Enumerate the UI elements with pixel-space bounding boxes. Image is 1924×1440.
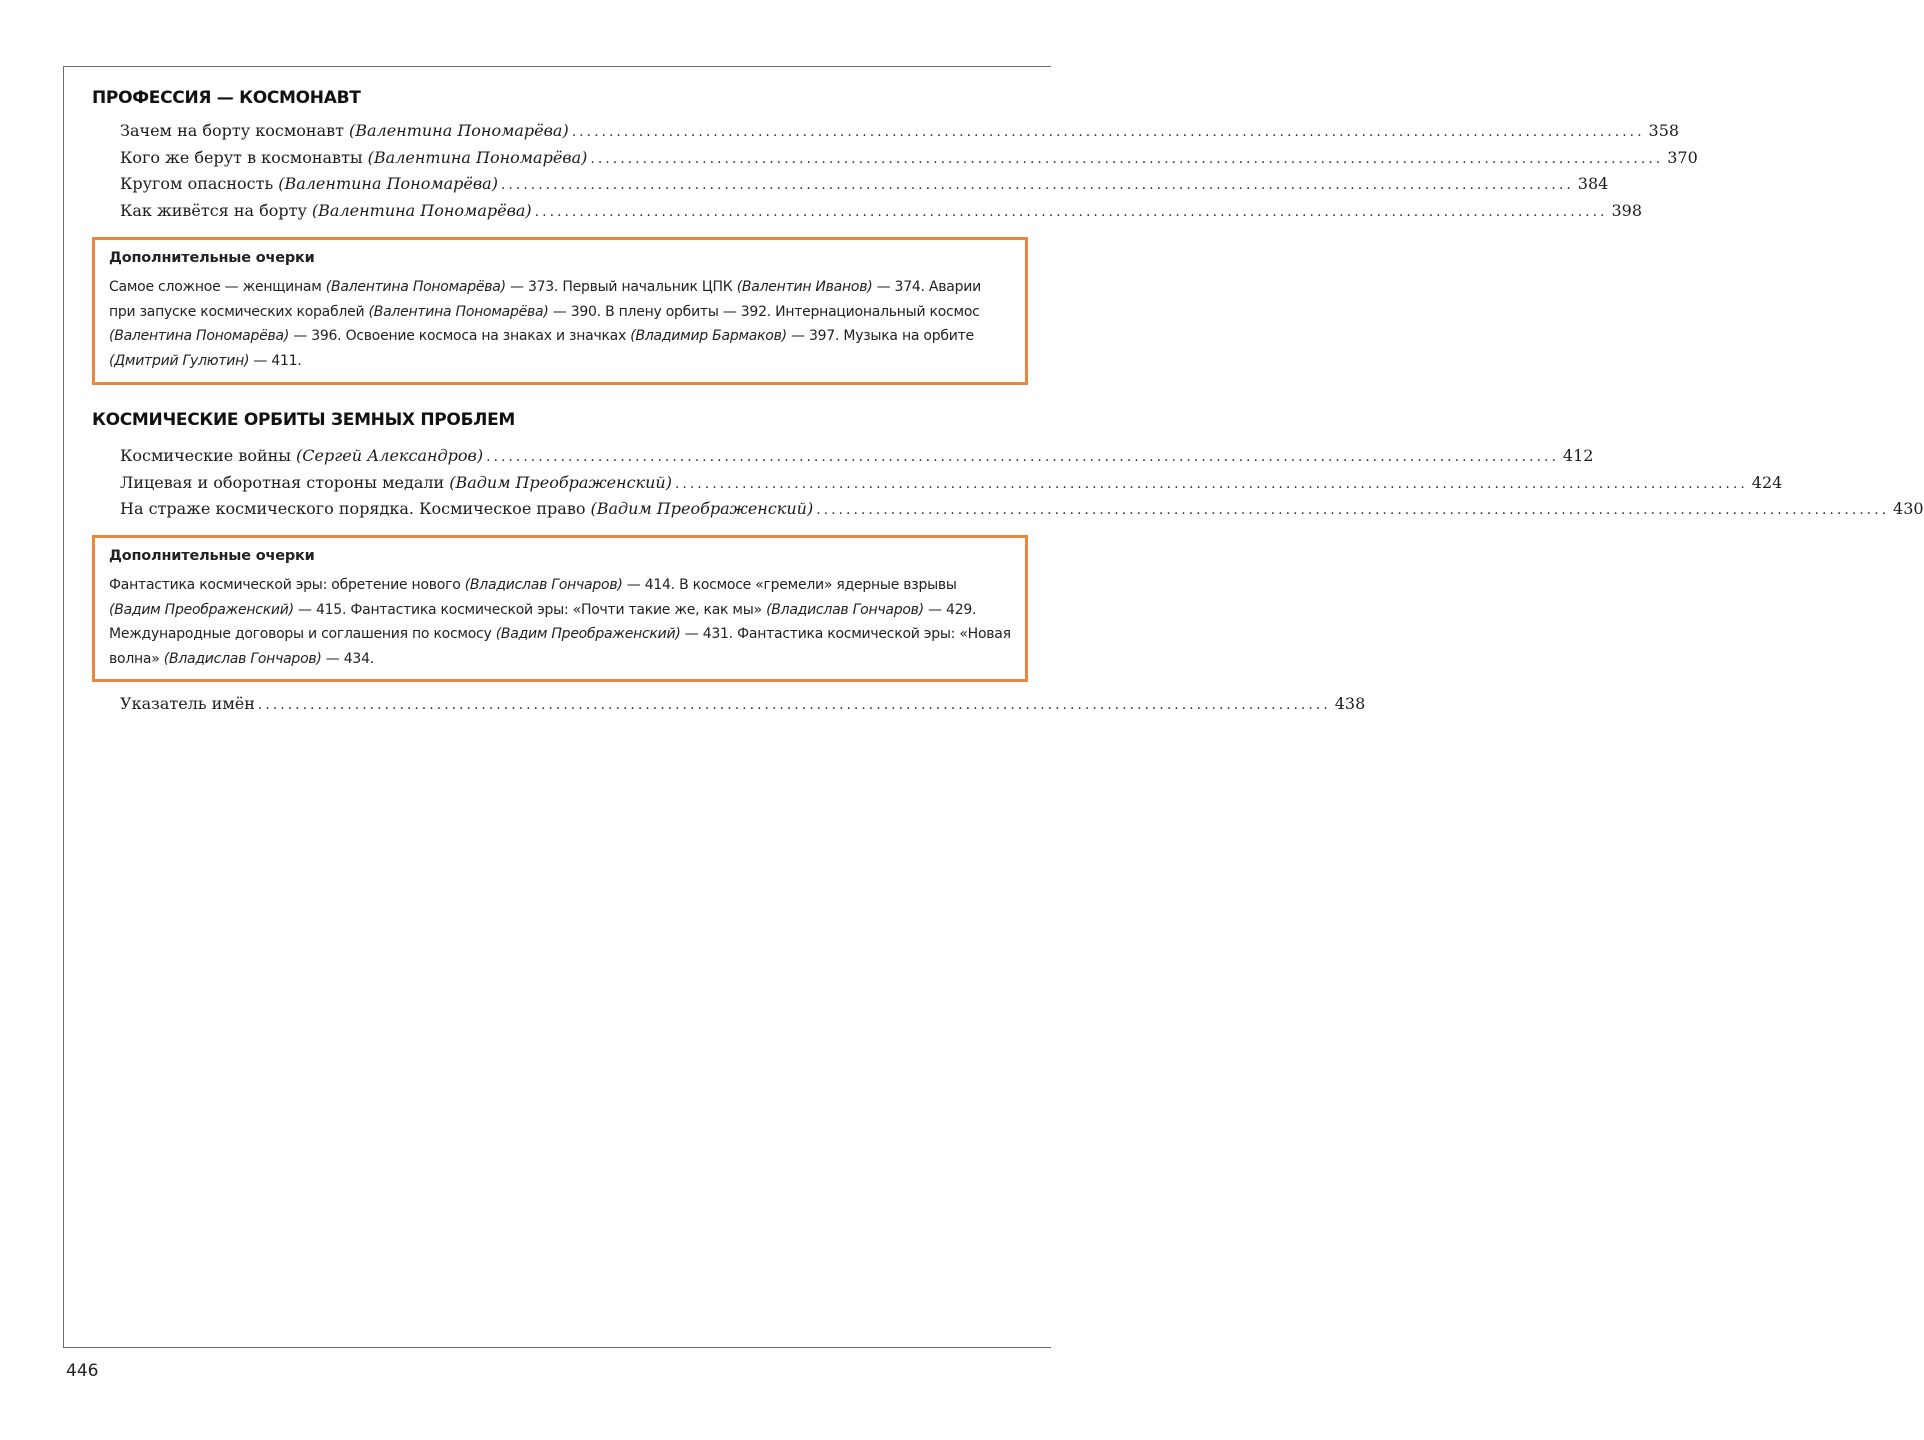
- essay-text: — 374. Аварии при запуске космических кораблей: [109, 279, 981, 320]
- entry-title: Кого же берут в космонавты: [120, 147, 363, 167]
- essay-text: — 397. Музыка на орбите: [786, 328, 974, 344]
- essay-author: (Вадим Преображенский): [109, 601, 294, 618]
- toc-entry[interactable]: [120, 200, 1643, 228]
- toc-list-orbits: [120, 446, 1924, 526]
- essay-author: (Валентина Пономарёва): [368, 303, 549, 320]
- toc-entry[interactable]: [120, 147, 1698, 175]
- essay-text: — 373. Первый начальник ЦПК: [505, 279, 737, 295]
- section-title-cosmonaut: ПРОФЕССИЯ — КОСМОНАВТ: [92, 88, 361, 108]
- dot-leader: ................................................................................................................................................: [257, 697, 1331, 713]
- essay-author: (Вадим Преображенский): [495, 626, 681, 642]
- entry-author: (Валентина Пономарёва): [278, 174, 498, 193]
- essay-author: (Владислав Гончаров): [163, 650, 322, 667]
- entry-title: Как живётся на борту: [120, 200, 307, 220]
- entry-page: 358: [1648, 121, 1680, 140]
- essay-author: (Владимир Бармаков): [630, 328, 787, 344]
- toc-list-cosmonaut: [120, 121, 1698, 227]
- toc-entry[interactable]: [120, 174, 1609, 201]
- entry-title: Космические войны: [120, 446, 292, 465]
- extra-essays-title: Дополнительные очерки: [109, 548, 315, 564]
- dot-leader: ................................................................................................................................................: [816, 502, 1890, 518]
- toc-list-index: [120, 694, 1366, 721]
- essay-author: (Дмитрий Гулютин): [109, 352, 250, 369]
- entry-page: 370: [1667, 147, 1698, 167]
- entry-title: Указатель имён: [120, 694, 255, 713]
- dot-leader: ................................................................................................................................................: [571, 124, 1645, 140]
- entry-page: 424: [1751, 472, 1783, 492]
- toc-entry[interactable]: [120, 446, 1594, 473]
- entry-page: 398: [1611, 200, 1643, 220]
- entry-author: (Вадим Преображенский): [590, 499, 814, 518]
- dot-leader: ................................................................................................................................................: [486, 449, 1559, 465]
- toc-entry[interactable]: [120, 499, 1924, 526]
- dot-leader: ................................................................................................................................................: [590, 150, 1664, 167]
- essay-text: — 390. В плену орбиты — 392. Интернациональный космос: [548, 303, 980, 320]
- extra-essays-text: [109, 573, 1011, 671]
- section-title-orbits: КОСМИЧЕСКИЕ ОРБИТЫ ЗЕМНЫХ ПРОБЛЕМ: [92, 410, 515, 430]
- essay-author: (Владислав Гончаров): [766, 601, 924, 618]
- dot-leader: ................................................................................................................................................: [534, 203, 1608, 220]
- toc-entry[interactable]: [120, 121, 1680, 148]
- entry-title: Зачем на борту космонавт: [120, 121, 344, 140]
- essay-text: — 414. В космосе «гремели» ядерные взрывы: [622, 577, 957, 593]
- dot-leader: ................................................................................................................................................: [674, 475, 1748, 492]
- toc-entry-index[interactable]: [120, 694, 1366, 721]
- essay-text: Фантастика космической эры: обретение нового: [109, 577, 465, 593]
- entry-page: 384: [1577, 174, 1609, 193]
- entry-author: (Вадим Преображенский): [449, 472, 672, 492]
- essay-text: — 431. Фантастика космической эры: «Новая волна»: [109, 626, 1011, 667]
- entry-title: На страже космического порядка. Космическое право: [120, 499, 586, 518]
- extra-essays-box-orbits: [92, 535, 1028, 682]
- toc-entry[interactable]: [120, 472, 1783, 500]
- essay-text: Самое сложное — женщинам: [109, 279, 326, 295]
- entry-page: 430: [1893, 499, 1924, 518]
- entry-author: (Валентина Пономарёва): [348, 121, 569, 140]
- essay-author: (Валентин Иванов): [736, 279, 873, 295]
- extra-essays-text: [109, 275, 1011, 373]
- essay-author: (Валентина Пономарёва): [109, 328, 290, 344]
- entry-page: 438: [1334, 694, 1366, 713]
- essay-text: — 396. Освоение космоса на знаках и значках: [289, 328, 631, 344]
- extra-essays-title: Дополнительные очерки: [109, 250, 315, 266]
- entry-author: (Валентина Пономарёва): [367, 147, 588, 167]
- essay-text: — 429. Международные договоры и соглашения по космосу: [109, 601, 977, 642]
- page-number: 446: [66, 1361, 99, 1381]
- dot-leader: ................................................................................................................................................: [500, 177, 1574, 193]
- entry-page: 412: [1562, 446, 1594, 465]
- essay-text: — 411.: [249, 352, 302, 369]
- entry-author: (Валентина Пономарёва): [311, 200, 532, 220]
- entry-title: Лицевая и оборотная стороны медали: [120, 472, 445, 492]
- extra-essays-box-cosmonaut: [92, 237, 1028, 385]
- essay-text: — 434.: [321, 650, 374, 667]
- entry-author: (Сергей Александров): [296, 446, 484, 465]
- essay-text: — 415. Фантастика космической эры: «Почти такие же, как мы»: [293, 601, 767, 618]
- essay-author: (Владислав Гончаров): [464, 577, 623, 593]
- essay-author: (Валентина Пономарёва): [325, 279, 506, 295]
- entry-title: Кругом опасность: [120, 174, 274, 193]
